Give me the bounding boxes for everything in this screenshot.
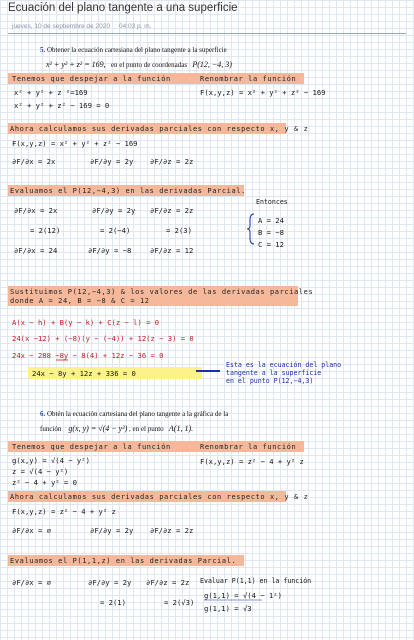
problem6-text: Obtén la ecuación cartesiana del plano tangente a la gráfica de la — [47, 410, 229, 418]
brace-mark — [247, 214, 254, 244]
band-despejar-5-left: Tenemos que despejar a la función — [12, 75, 171, 83]
problem6-equation: g(x, y) = √(4 − y²) — [68, 424, 128, 433]
p6-line1: g(x,y) = √(4 − y²) — [12, 456, 90, 465]
page-title: Ecuación del plano tangente a una superficie — [8, 2, 238, 14]
p5-r3: ∂F/∂z = 12 — [150, 246, 194, 255]
p5-e2: ∂F/∂y = 2y — [92, 206, 136, 215]
p5-note2: tangente a la superficie — [226, 369, 322, 377]
p5-c: C = 12 — [258, 240, 284, 249]
p6-e3: ∂F/∂z = 2z — [146, 578, 190, 587]
p5-d1: ∂F/∂x = 2x — [12, 157, 56, 166]
p6-e1: ∂F/∂x = ∅ — [12, 578, 51, 587]
p5-s2: = 2(−4) — [100, 226, 131, 235]
p5-line2: x² + y² + z² − 169 = 0 — [14, 101, 110, 110]
problem5-point: P(12, −4, 3) — [192, 60, 232, 69]
band-despejar-5-right: Renombrar la función — [200, 75, 297, 83]
p5-entonces: Entonces — [256, 198, 288, 206]
p6-s3: = 2(√3) — [164, 598, 195, 607]
problem6-func-label: función — [40, 425, 62, 433]
problem6-number: 6. — [40, 410, 46, 418]
p5-s1: = 2(12) — [30, 226, 61, 235]
p5-s3: = 2(3) — [166, 226, 192, 235]
p6-g1: g(1,1) = √(4 − 1²) — [204, 591, 282, 600]
p6-func: F(x,y,z) = z² − 4 + y² z — [12, 507, 116, 516]
band-derivadas-5-text: Ahora calculamos sus derivadas parciales con respecto x, y & z — [10, 125, 309, 133]
p6-d2: ∂F/∂y = 2y — [90, 526, 134, 535]
p5-r2: ∂F/∂y = −8 — [88, 246, 132, 255]
p6-d3: ∂F/∂z = 2z — [150, 526, 194, 535]
p5-line1: x² + y² + z ²=169 — [14, 88, 88, 97]
p5-e1: ∂F/∂x = 2x — [14, 206, 58, 215]
date-text: jueves, 10 de septiembre de 2020 — [12, 23, 110, 30]
p6-line2: z = √(4 − y²) — [12, 467, 69, 476]
p5-e3: ∂F/∂z = 2z — [150, 206, 194, 215]
p5-rename: F(x,y,z) = x² + y² + z² − 169 — [200, 88, 326, 97]
band-evaluamos-5-text: Evaluamos el P(12,−4,3) en las derivadas Parcial. — [10, 187, 246, 195]
p5-note1: Esta es la ecuación del plano — [226, 361, 342, 369]
band-sustituimos-5-line2: donde A = 24, B = −8 & C = 12 — [10, 297, 150, 305]
p5-eq2: 24(x −12) + (−8)(y − (−4)) + 12(z − 3) = 0 — [12, 334, 194, 343]
p5-eq4: 24x − 8y + 12z + 336 = 0 — [32, 369, 136, 378]
p6-rename: F(x,y,z) = z² − 4 + y² z — [200, 457, 304, 466]
problem5-point-text: en el punto de coordenadas — [110, 61, 188, 69]
p5-eq3: 24x − 288 −8y − 8(4) + 12z − 36 = 0 — [12, 351, 164, 360]
problem6-point: A(1, 1). — [168, 424, 194, 433]
problem5-equation: x² + y² + z² = 169, — [46, 60, 106, 69]
p6-s2: = 2(1) — [100, 598, 126, 607]
p6-line3: z² − 4 + y² = 0 — [12, 478, 77, 487]
p5-func: F(x,y,z) = x² + y² + z² − 169 — [12, 139, 138, 148]
problem5-number: 5. — [40, 46, 46, 54]
p6-d1: ∂F/∂x = ∅ — [12, 526, 51, 535]
p5-r1: ∂F/∂x = 24 — [14, 246, 58, 255]
p6-g2: g(1,1) = √3 — [204, 604, 252, 613]
p5-note3: en el punto P(12,−4,3) — [226, 377, 314, 385]
p5-d3: ∂F/∂z = 2z — [150, 157, 194, 166]
band-despejar-6-left: Tenemos que despejar a la función — [12, 443, 171, 451]
p5-eq1: A(x − h) + B(y − k) + C(z − l) = 0 — [12, 318, 160, 327]
band-derivadas-6-text: Ahora calculamos sus derivadas parciales con respecto x, y & z — [10, 493, 309, 501]
problem5-text: Obtener la ecuación cartesiana del plano tangente a la superficie — [47, 46, 227, 54]
p6-eval-title: Evaluar P(1,1) en la función — [200, 577, 312, 585]
p5-d2: ∂F/∂y = 2y — [90, 157, 134, 166]
time-text: 04:03 p. m. — [118, 23, 152, 30]
problem6-point-text: , en el punto — [129, 425, 164, 433]
p5-a: A = 24 — [258, 216, 284, 225]
band-despejar-6-right: Renombrar la función — [200, 443, 297, 451]
p5-b: B = −8 — [258, 228, 284, 237]
band-sustituimos-5-line1: Sustituimos P(12,−4,3) & los valores de las derivadas parciales — [10, 288, 314, 296]
band-evaluamos-6-text: Evaluamos el P(1,1,z) en las derivadas Parcial. — [10, 557, 237, 565]
p6-e2: ∂F/∂y = 2y — [88, 578, 132, 587]
